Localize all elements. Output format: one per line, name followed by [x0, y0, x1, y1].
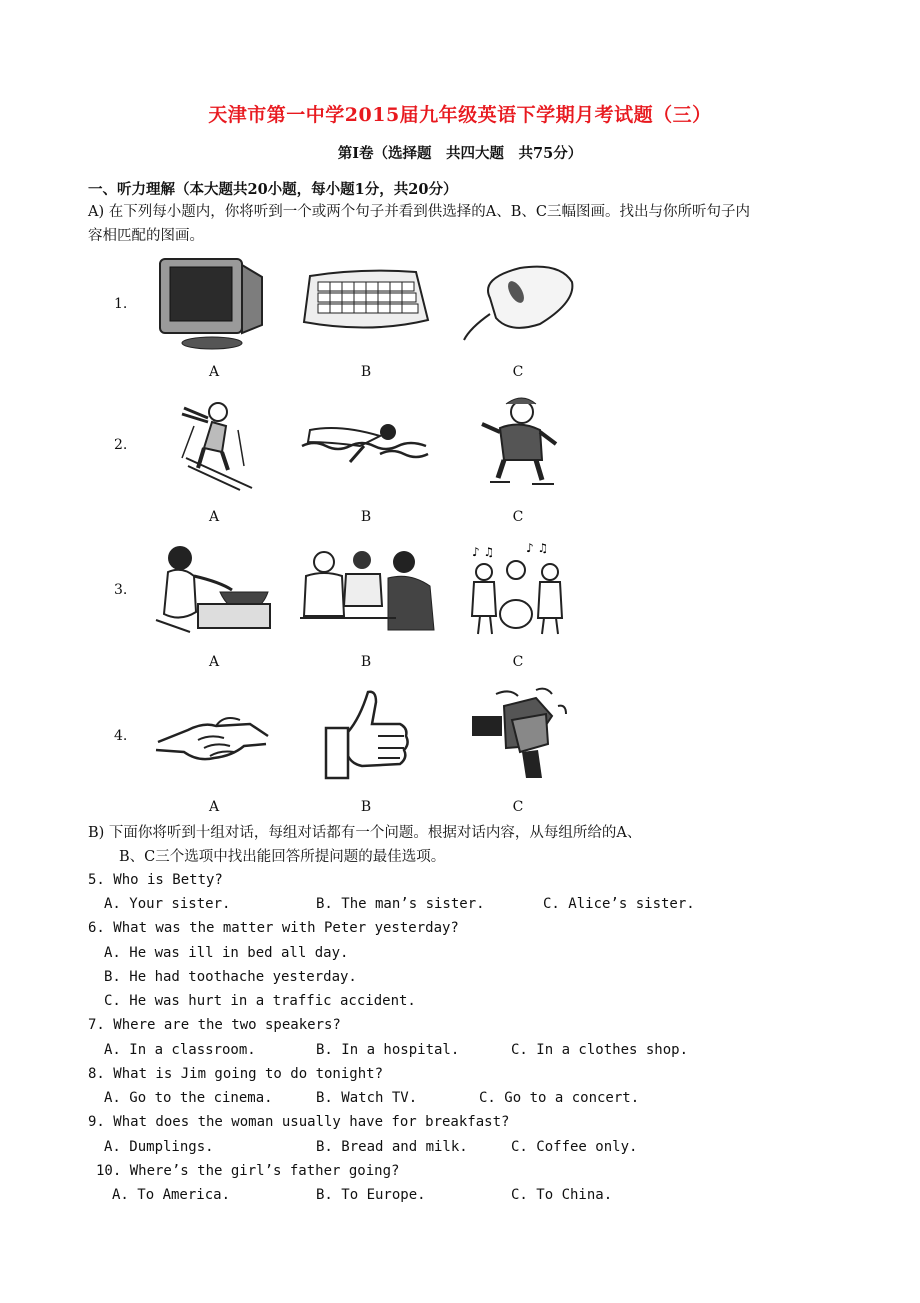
question-number: 4.: [114, 728, 128, 744]
computer-monitor-icon: [156, 255, 268, 350]
option-c: C. To China.: [511, 1187, 613, 1203]
option-letter-c: C: [512, 509, 524, 525]
cooking-icon: [150, 542, 272, 636]
option-letter-a: A: [208, 509, 220, 525]
handshake-icon: [154, 700, 270, 766]
ice-skating-icon: [476, 394, 562, 492]
question-stem: 10. Where’s the girl’s father going?: [96, 1163, 400, 1179]
option-a: A. Your sister.: [104, 896, 231, 912]
option-b: B. In a hospital.: [316, 1042, 460, 1058]
keyboard-icon: [300, 266, 432, 338]
clapping-icon: [466, 686, 570, 782]
option-letter-b: B: [360, 509, 372, 525]
business-meeting-icon: [296, 546, 436, 632]
option-letter-a: A: [208, 364, 220, 380]
option-a: A. Dumplings.: [104, 1139, 214, 1155]
exam-subtitle: 第Ⅰ卷（选择题 共四大题 共75分）: [337, 145, 583, 162]
option-c: C. In a clothes shop.: [511, 1042, 689, 1058]
option-b: B. He had toothache yesterday.: [104, 969, 357, 985]
part-b-instruction: B) 下面你将听到十组对话，每组对话都有一个问题。根据对话内容，从每组所给的A、 B、C三个选项中找出能回答所提问题的最佳选项。: [88, 825, 642, 865]
option-letter-b: B: [360, 654, 372, 670]
question-stem: 8. What is Jim going to do tonight?: [88, 1066, 384, 1082]
exam-title: 天津市第一中学2015届九年级英语下学期月考试题（三）: [208, 104, 712, 126]
option-letter-b: B: [360, 364, 372, 380]
option-letter-c: C: [512, 364, 524, 380]
option-b: B. To Europe.: [316, 1187, 426, 1203]
swimming-icon: [300, 412, 432, 470]
question-stem: 9. What does the woman usually have for breakfast?: [88, 1114, 510, 1130]
svg-text:♪ ♫: ♪ ♫: [526, 542, 549, 555]
option-c: C. Alice’s sister.: [543, 896, 695, 912]
option-letter-a: A: [208, 799, 220, 815]
question-stem: 6. What was the matter with Peter yesterday?: [88, 920, 459, 936]
option-a: A. He was ill in bed all day.: [104, 945, 349, 961]
option-b: B. The man’s sister.: [316, 896, 485, 912]
option-letter-b: B: [360, 799, 372, 815]
question-stem: 7. Where are the two speakers?: [88, 1017, 341, 1033]
option-a: A. Go to the cinema.: [104, 1090, 273, 1106]
question-number: 3.: [114, 582, 128, 598]
option-c: C. Coffee only.: [511, 1139, 638, 1155]
option-letter-a: A: [208, 654, 220, 670]
computer-mouse-icon: [460, 258, 580, 344]
part-a-instruction: A) 在下列每小题内，你将听到一个或两个句子并看到供选择的A、B、C三幅图画。找出与你所听句子内 容相匹配的图画。: [88, 204, 750, 244]
option-b: B. Bread and milk.: [316, 1139, 468, 1155]
section-heading: 一、听力理解（本大题共20小题，每小题1分，共20分）: [88, 181, 458, 198]
thumbs-up-icon: [322, 688, 410, 782]
option-c: C. Go to a concert.: [479, 1090, 640, 1106]
option-a: A. To America.: [112, 1187, 231, 1203]
question-number: 1.: [114, 296, 128, 312]
option-c: C. He was hurt in a traffic accident.: [104, 993, 416, 1009]
skiing-icon: [168, 396, 262, 492]
option-b: B. Watch TV.: [316, 1090, 418, 1106]
option-a: A. In a classroom.: [104, 1042, 256, 1058]
option-letter-c: C: [512, 654, 524, 670]
option-letter-c: C: [512, 799, 524, 815]
question-stem: 5. Who is Betty?: [88, 872, 223, 888]
band-concert-icon: [466, 542, 570, 636]
svg-text:♪ ♫: ♪ ♫: [472, 545, 495, 559]
question-number: 2.: [114, 437, 128, 453]
